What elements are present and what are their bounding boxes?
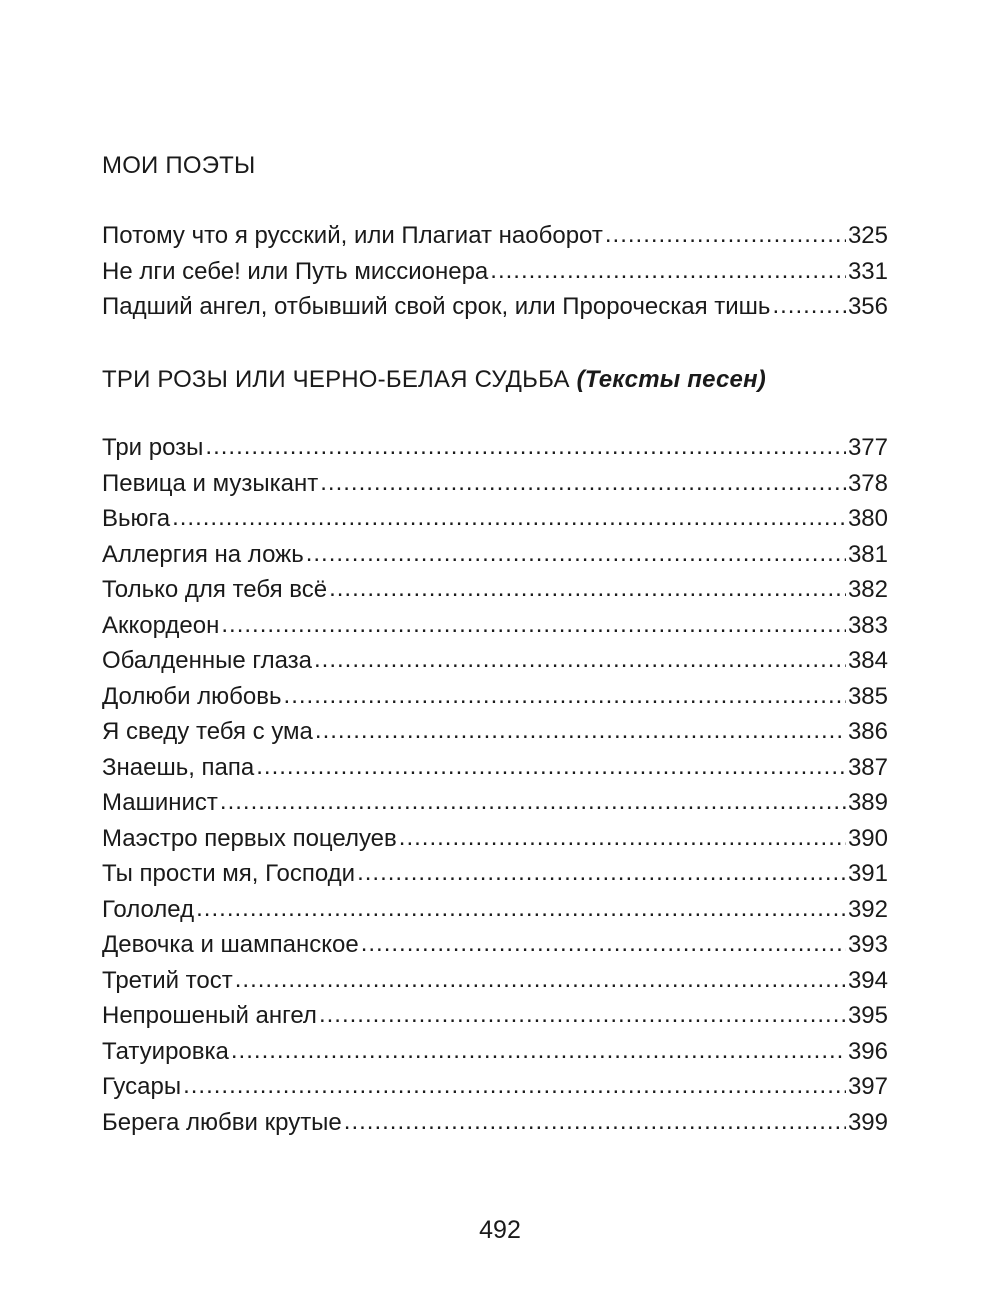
toc-dot-leader bbox=[319, 1001, 846, 1029]
toc-entry bbox=[102, 967, 888, 1003]
toc-entry-title: Я сведу тебя с ума bbox=[102, 718, 313, 745]
toc-entry bbox=[102, 860, 888, 896]
toc-dot-leader bbox=[399, 824, 846, 852]
toc-dot-leader bbox=[205, 433, 846, 461]
toc-entry-title: Берега любви крутые bbox=[102, 1108, 342, 1136]
toc-entry bbox=[102, 541, 888, 577]
section-heading-three-roses bbox=[102, 366, 766, 394]
toc-entry-page: 381 bbox=[847, 540, 888, 568]
toc-entry bbox=[102, 470, 888, 506]
toc-entry bbox=[102, 683, 888, 719]
toc-dot-leader bbox=[361, 930, 846, 958]
toc-entry bbox=[102, 718, 888, 754]
section-heading-note: (Тексты песен) bbox=[576, 366, 766, 393]
toc-entry-title: Гусары bbox=[102, 1073, 182, 1100]
toc-entry bbox=[102, 258, 888, 294]
toc-dot-leader bbox=[235, 966, 846, 994]
toc-entry bbox=[102, 1109, 888, 1145]
toc-entry bbox=[102, 576, 888, 612]
toc-entry-title: Знаешь, папа bbox=[102, 753, 255, 781]
toc-entry-title: Третий тост bbox=[102, 966, 233, 994]
page-number: 492 bbox=[479, 1216, 521, 1244]
toc-dot-leader bbox=[306, 540, 846, 568]
toc-entry-title: Ты прости мя, Господи bbox=[102, 860, 356, 887]
toc-entry-title: Татуировка bbox=[102, 1037, 229, 1065]
toc-entry bbox=[102, 434, 888, 470]
toc-entry-page: 392 bbox=[847, 895, 888, 923]
toc-entry bbox=[102, 1073, 888, 1109]
toc-entry bbox=[102, 1002, 888, 1038]
toc-entry-page: 397 bbox=[847, 1073, 888, 1100]
toc-entry-title: Девочка и шампанское bbox=[102, 931, 359, 958]
toc-entry-page: 325 bbox=[847, 222, 888, 249]
toc-entry-page: 394 bbox=[847, 966, 888, 994]
toc-entry-title: Не лги себе! или Путь миссионера bbox=[102, 257, 489, 285]
toc-dot-leader bbox=[772, 292, 846, 320]
toc-dot-leader bbox=[231, 1037, 846, 1065]
section-heading-title: ТРИ РОЗЫ ИЛИ ЧЕРНО-БЕЛАЯ СУДЬБА bbox=[102, 366, 570, 393]
toc-entry bbox=[102, 754, 888, 790]
toc-dot-leader bbox=[172, 504, 846, 532]
toc-dot-leader bbox=[183, 1072, 846, 1100]
toc-list-three-roses bbox=[102, 434, 888, 1144]
toc-dot-leader bbox=[196, 895, 846, 923]
toc-dot-leader bbox=[320, 469, 846, 497]
toc-dot-leader bbox=[314, 646, 846, 674]
toc-entry-page: 391 bbox=[847, 860, 888, 887]
toc-dot-leader bbox=[284, 682, 846, 710]
toc-entry-page: 396 bbox=[847, 1037, 888, 1065]
toc-entry-title: Потому что я русский, или Плагиат наоборот bbox=[102, 222, 603, 249]
toc-entry bbox=[102, 612, 888, 648]
toc-entry-page: 382 bbox=[847, 576, 888, 603]
toc-entry-page: 356 bbox=[847, 293, 888, 320]
toc-entry-page: 383 bbox=[847, 611, 888, 639]
toc-entry-title: Непрошеный ангел bbox=[102, 1002, 317, 1029]
toc-entry bbox=[102, 825, 888, 861]
toc-dot-leader bbox=[329, 575, 846, 603]
toc-entry-title: Гололед bbox=[102, 895, 195, 923]
toc-dot-leader bbox=[344, 1108, 846, 1136]
toc-entry bbox=[102, 222, 888, 258]
toc-entry bbox=[102, 789, 888, 825]
toc-entry-title: Только для тебя всё bbox=[102, 576, 328, 603]
toc-entry-page: 387 bbox=[847, 753, 888, 781]
toc-entry-page: 395 bbox=[847, 1002, 888, 1029]
toc-entry bbox=[102, 896, 888, 932]
toc-entry-page: 384 bbox=[847, 647, 888, 674]
toc-entry-page: 377 bbox=[847, 434, 888, 461]
toc-entry-title: Обалденные глаза bbox=[102, 647, 312, 674]
toc-dot-leader bbox=[221, 611, 846, 639]
toc-dot-leader bbox=[357, 859, 846, 887]
toc-entry bbox=[102, 931, 888, 967]
toc-dot-leader bbox=[256, 753, 846, 781]
toc-entry-title: Певица и музыкант bbox=[102, 469, 319, 497]
toc-dot-leader bbox=[605, 221, 846, 249]
toc-entry bbox=[102, 505, 888, 541]
toc-entry-title: Вьюга bbox=[102, 505, 171, 532]
toc-entry bbox=[102, 1038, 888, 1074]
toc-entry-title: Три розы bbox=[102, 434, 204, 461]
toc-entry-page: 399 bbox=[847, 1108, 888, 1136]
toc-entry-page: 378 bbox=[847, 469, 888, 497]
section-heading-title: МОИ ПОЭТЫ bbox=[102, 152, 256, 179]
toc-entry bbox=[102, 647, 888, 683]
toc-dot-leader bbox=[220, 788, 846, 816]
toc-entry-page: 380 bbox=[847, 505, 888, 532]
toc-entry-page: 389 bbox=[847, 789, 888, 816]
toc-list-my-poets bbox=[102, 222, 888, 329]
toc-entry-title: Аллергия на ложь bbox=[102, 540, 304, 568]
toc-entry-title: Падший ангел, отбывший свой срок, или Пророческая тишь bbox=[102, 293, 771, 320]
toc-entry-page: 331 bbox=[847, 257, 888, 285]
toc-entry-page: 386 bbox=[847, 718, 888, 745]
toc-entry-title: Машинист bbox=[102, 789, 218, 816]
toc-dot-leader bbox=[490, 257, 846, 285]
toc-entry-title: Аккордеон bbox=[102, 611, 220, 639]
toc-entry bbox=[102, 293, 888, 329]
toc-entry-title: Долюби любовь bbox=[102, 682, 282, 710]
toc-entry-page: 385 bbox=[847, 682, 888, 710]
toc-entry-title: Маэстро первых поцелуев bbox=[102, 824, 397, 852]
toc-entry-page: 393 bbox=[847, 931, 888, 958]
toc-entry-page: 390 bbox=[847, 824, 888, 852]
section-heading-my-poets bbox=[102, 152, 255, 180]
toc-dot-leader bbox=[315, 717, 846, 745]
